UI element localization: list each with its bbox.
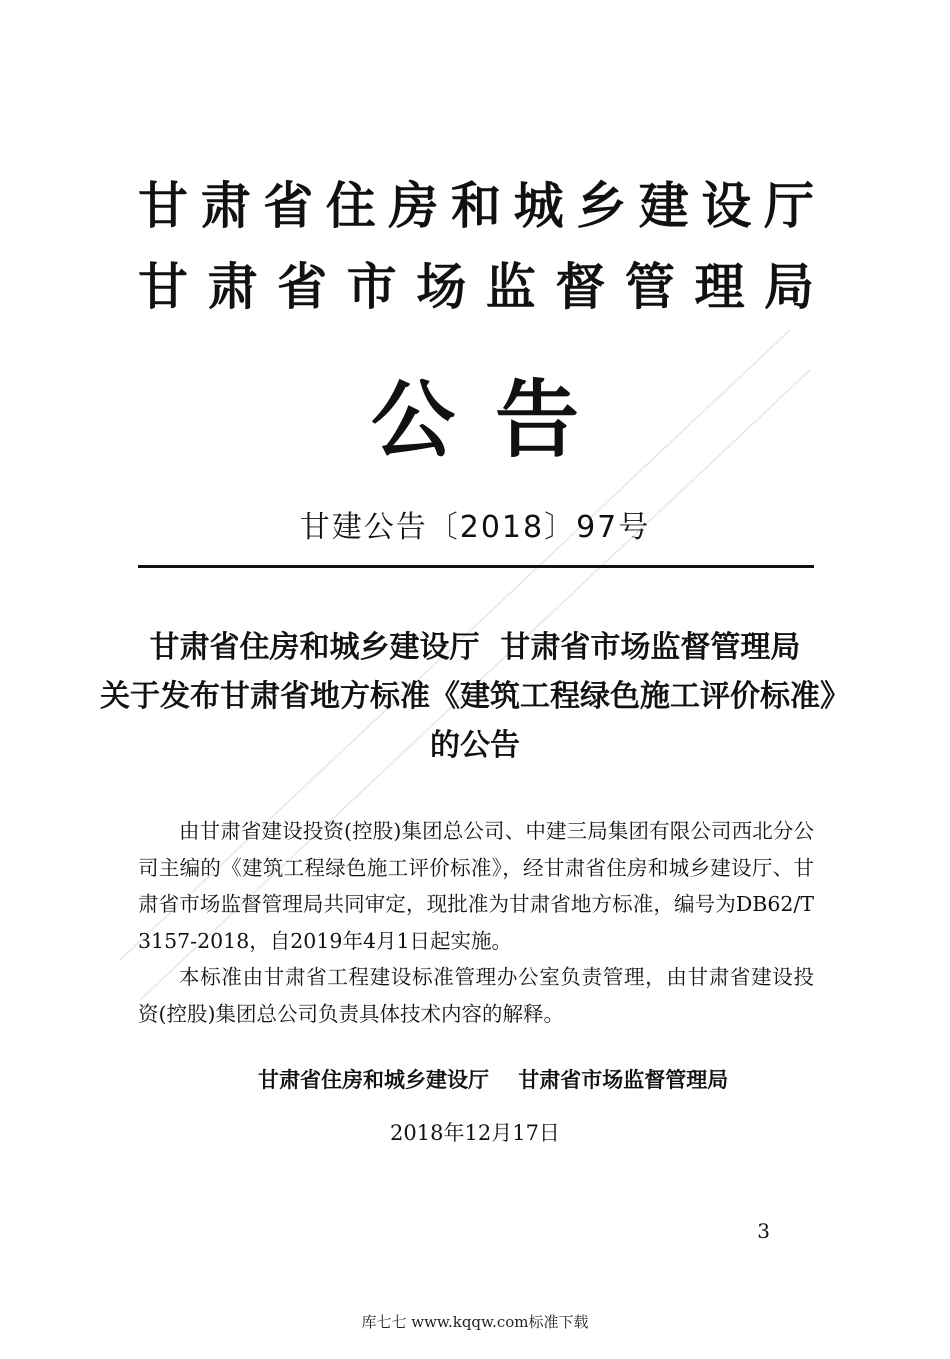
page-number: 3 [757,1219,770,1243]
document-number: 甘建公告〔2018〕97号 [299,510,651,545]
document-type-title: 公告 [370,370,619,469]
signing-organizations: 甘肃省住房和城乡建设厅 甘肃省市场监督管理局 [258,1068,729,1092]
issuer-line-market-bureau: 甘肃省市场监督管理局 [138,257,814,316]
heading-line-1: 甘肃省住房和城乡建设厅 甘肃省市场监督管理局 [149,630,801,665]
heading-line-3: 的公告 [430,728,520,763]
heading-line-2: 关于发布甘肃省地方标准《建筑工程绿色施工评价标准》 [100,679,850,714]
body-paragraph-1: 由甘肃省建设投资(控股)集团总公司、中建三局集团有限公司西北分公司主编的《建筑工程绿色施工评价标准》，经甘肃省住房和城乡建设厅、甘肃省市场监督管理局共同审定，现批准为甘肃省地方标准，编号为DB62/T 3157-2018，自2019年4月1日起实施。 [138,819,814,953]
header-divider [138,565,814,568]
issuer-line-housing-dept: 甘肃省住房和城乡建设厅 [138,176,814,235]
signing-date: 2018年12月17日 [390,1121,560,1145]
footer-source: 库七七 www.kqqw.com标准下载 [361,1313,589,1331]
body-paragraph-2: 本标准由甘肃省工程建设标准管理办公室负责管理，由甘肃省建设投资(控股)集团总公司负责具体技术内容的解释。 [138,965,814,1026]
